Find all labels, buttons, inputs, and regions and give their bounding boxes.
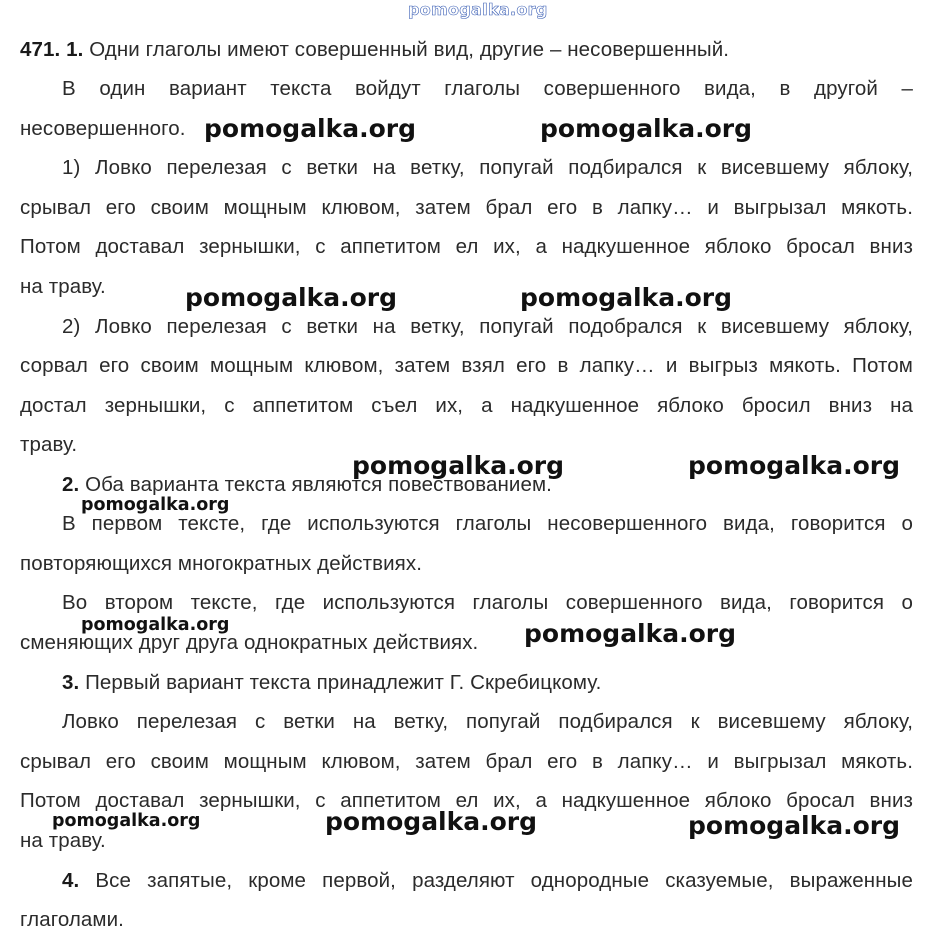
header-watermark: pomogalka.org	[408, 0, 548, 19]
task3-number: 3.	[62, 671, 80, 694]
task4-line-2: глаголами.	[20, 908, 124, 931]
variant2-line-2: сорвал его своим мощным клювом, затем взял его в лапку… и выгрыз мякоть. Потом	[20, 354, 913, 377]
watermark: pomogalka.org	[81, 495, 230, 515]
variant2-line-1: 2) Ловко перелезая с ветки на ветку, попугай подобрался к висевшему яблоку,	[62, 315, 913, 338]
watermark: pomogalka.org	[540, 114, 753, 143]
watermark: pomogalka.org	[520, 283, 733, 312]
watermark: pomogalka.org	[688, 811, 901, 840]
task4-text: Все запятые, кроме первой, разделяют однородные сказуемые, выраженные	[79, 869, 913, 892]
task4-number: 4.	[62, 869, 80, 892]
watermark: pomogalka.org	[52, 811, 201, 831]
variant1-line-4: на траву.	[20, 275, 106, 298]
variant1-line-2: срывал его своим мощным клювом, затем брал его в лапку… и выгрызал мякоть.	[20, 196, 913, 219]
task3-line-1: Ловко перелезая с ветки на ветку, попугай подбирался к висевшему яблоку,	[62, 710, 913, 733]
variant1-line-1: 1) Ловко перелезая с ветки на ветку, попугай подбирался к висевшему яблоку,	[62, 156, 913, 179]
task2-text: Оба варианта текста являются повествованием.	[79, 473, 552, 496]
watermark: pomogalka.org	[185, 283, 398, 312]
intro-line-2: несовершенного.	[20, 117, 186, 140]
task2-p1-line-1: В первом тексте, где используются глаголы несовершенного вида, говорится о	[62, 512, 913, 535]
watermark: pomogalka.org	[204, 114, 417, 143]
watermark: pomogalka.org	[688, 451, 901, 480]
task1-heading	[20, 38, 913, 62]
intro-line-1: В один вариант текста войдут глаголы совершенного вида, в другой –	[62, 77, 913, 100]
exercise-number: 471.	[20, 38, 61, 61]
variant1-line-3: Потом доставал зернышки, с аппетитом ел их, а надкушенное яблоко бросал вниз	[20, 235, 913, 258]
task2-p2-line-1: Во втором тексте, где используются глаголы совершенного вида, говорится о	[62, 591, 913, 614]
task2-p1-line-2: повторяющихся многократных действиях.	[20, 552, 423, 575]
watermark: pomogalka.org	[325, 807, 538, 836]
variant2-line-3: достал зернышки, с аппетитом съел их, а надкушенное яблоко бросил вниз на	[20, 394, 913, 417]
task2-p2-line-2: сменяющих друг друга однократных действиях.	[20, 631, 479, 654]
watermark: pomogalka.org	[524, 619, 737, 648]
task1-number: 1.	[66, 38, 84, 61]
task3-heading	[62, 671, 913, 695]
variant2-line-4: траву.	[20, 433, 78, 456]
task3-line-4: на траву.	[20, 829, 106, 852]
task3-text: Первый вариант текста принадлежит Г. Скребицкому.	[79, 671, 602, 694]
task3-line-3: Потом доставал зернышки, с аппетитом ел их, а надкушенное яблоко бросал вниз	[20, 789, 913, 812]
watermark: pomogalka.org	[81, 615, 230, 635]
task3-line-2: срывал его своим мощным клювом, затем брал его в лапку… и выгрызал мякоть.	[20, 750, 913, 773]
task4-line-1	[62, 869, 913, 893]
watermark: pomogalka.org	[352, 451, 565, 480]
task2-number: 2.	[62, 473, 80, 496]
task1-text: Одни глаголы имеют совершенный вид, другие – несовершенный.	[83, 38, 730, 61]
